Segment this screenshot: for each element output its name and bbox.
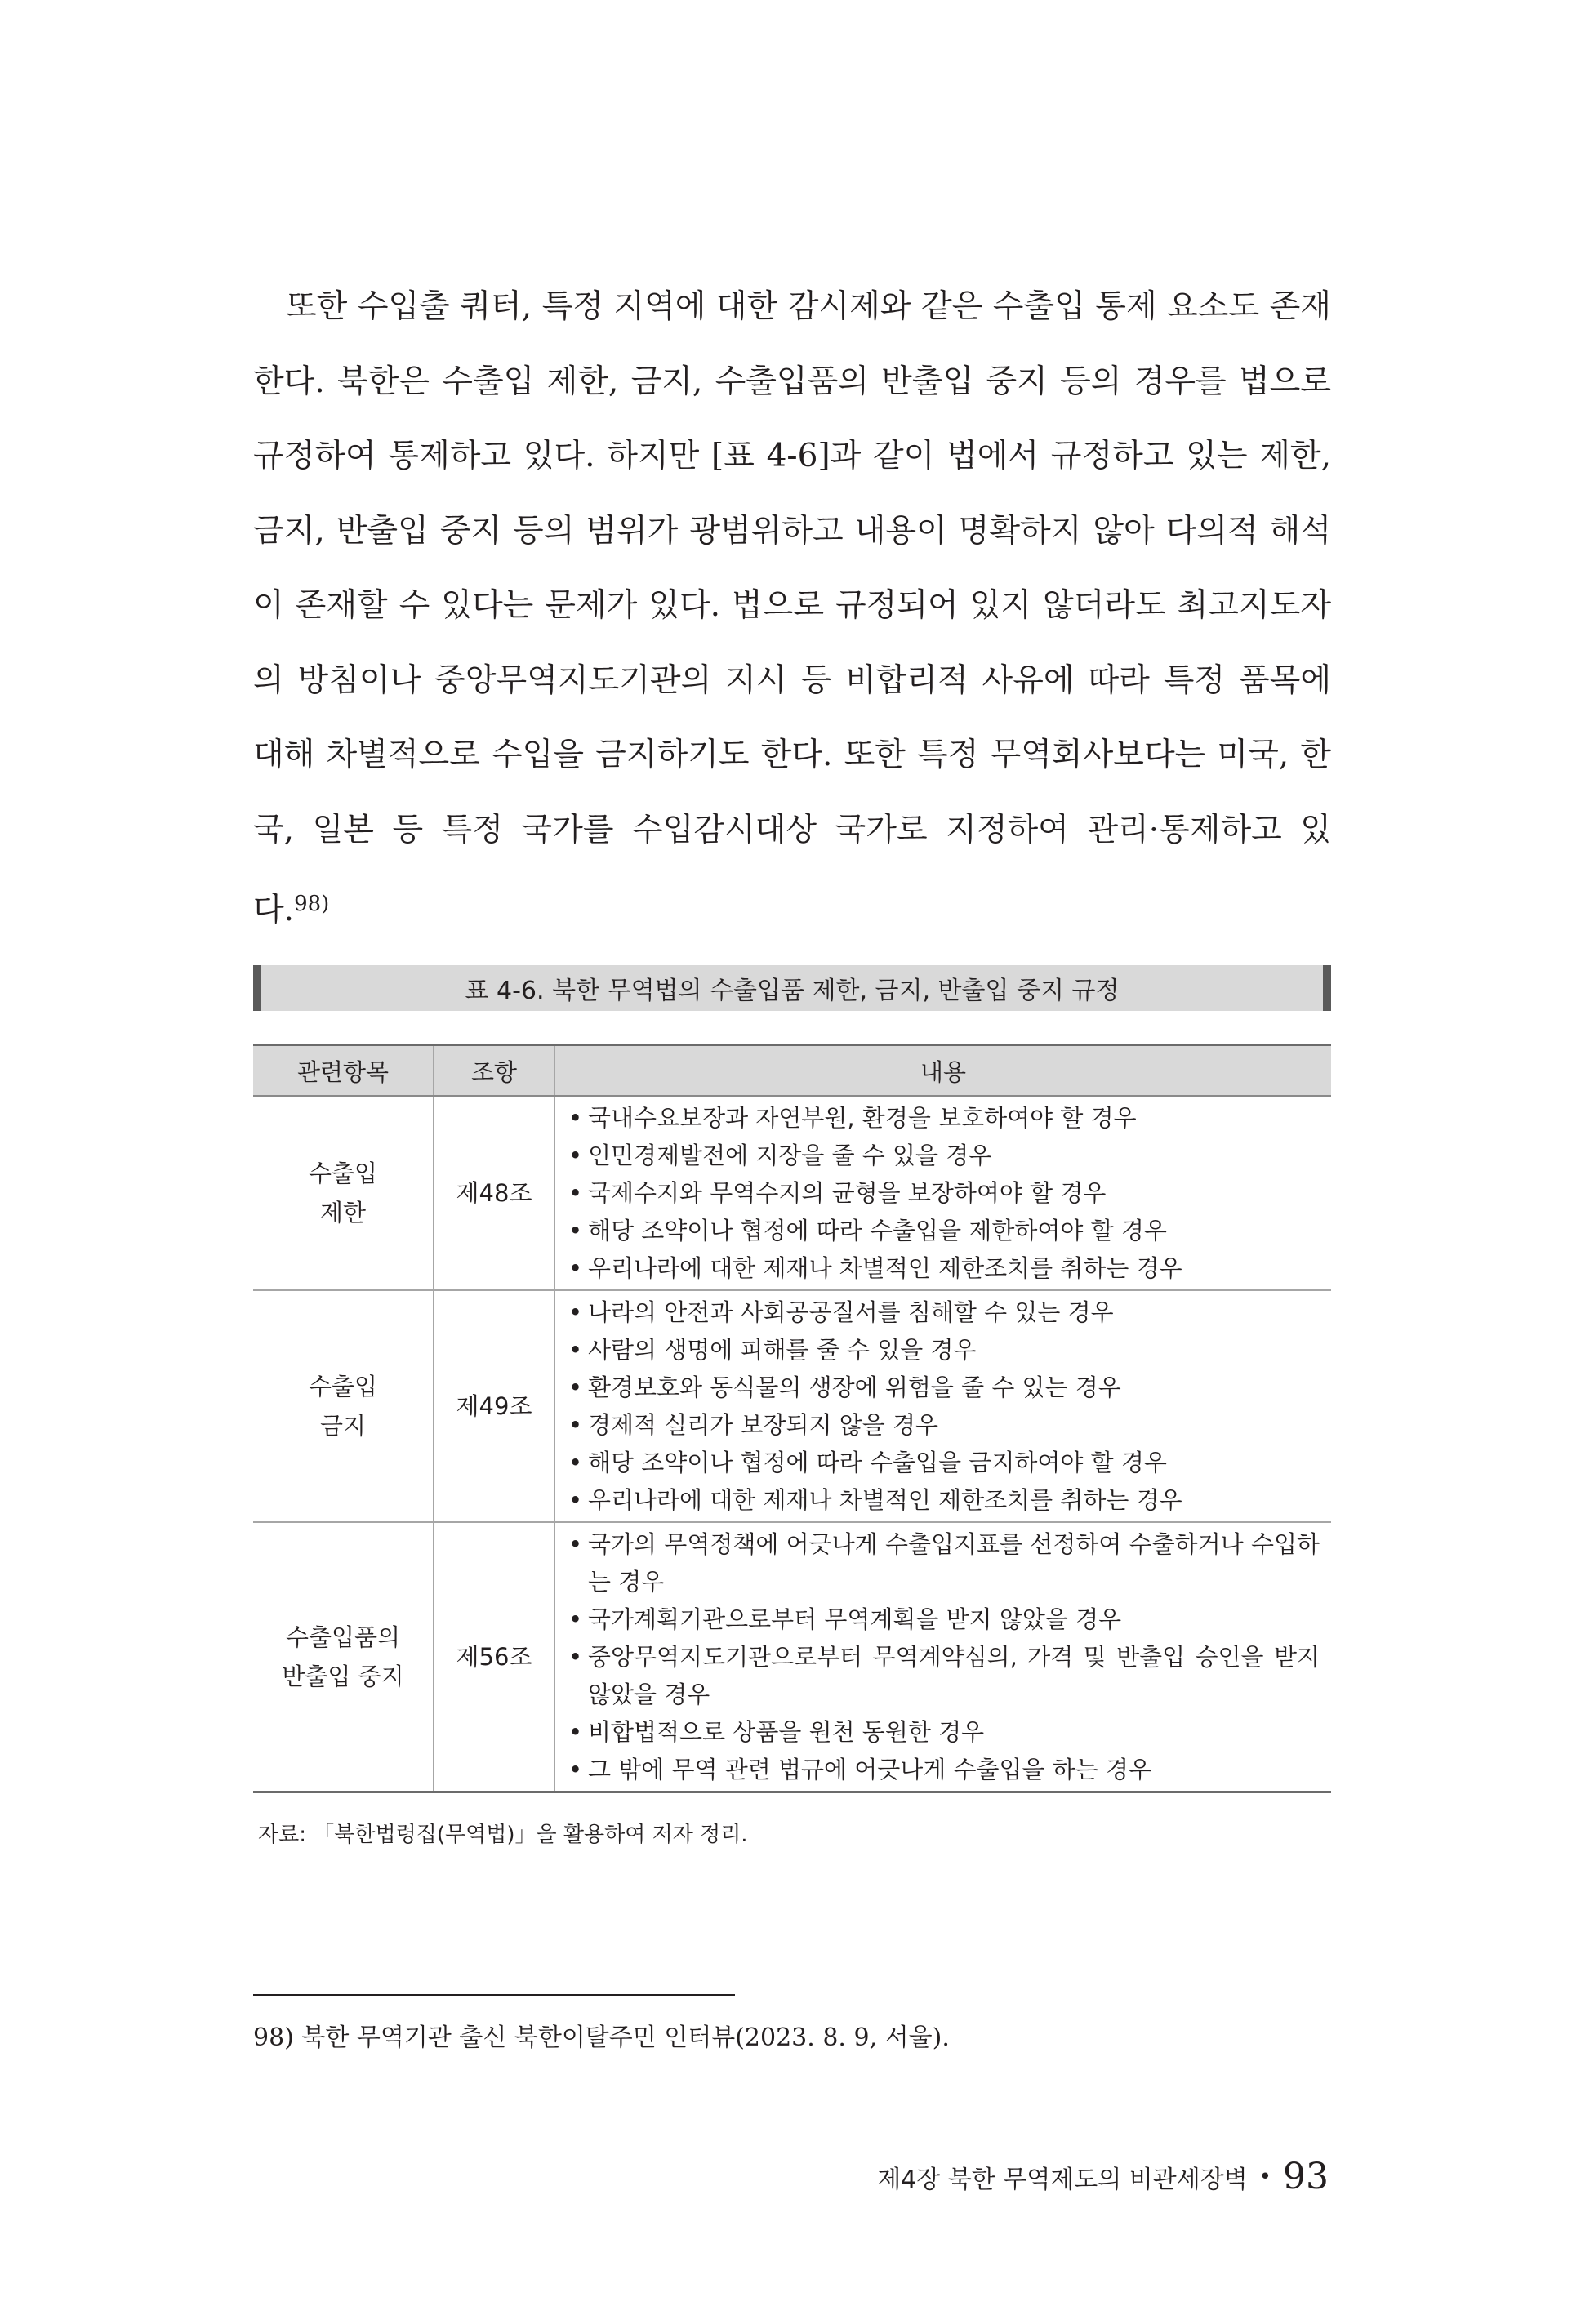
content-list (565, 1293, 1320, 1519)
item-name-line: 수출입 (308, 1373, 378, 1400)
body-paragraph (253, 269, 1331, 948)
item-cell (253, 1290, 434, 1522)
content-item: • 인민경제발전에 지장을 줄 수 있을 경우 (565, 1137, 1320, 1174)
table-row (253, 1096, 1331, 1290)
content-item: • 국내수요보장과 자연부원, 환경을 보호하여야 할 경우 (565, 1099, 1320, 1137)
item-cell (253, 1096, 434, 1290)
table-header-row (253, 1045, 1331, 1097)
footnote-divider (253, 1994, 735, 1996)
table-title-bar (253, 965, 1331, 1011)
content-cell (554, 1290, 1331, 1522)
content-item: • 국가계획기관으로부터 무역계획을 받지 않았을 경우 (565, 1601, 1320, 1638)
article-cell: 제56조 (434, 1522, 554, 1792)
content-list (565, 1099, 1320, 1287)
content-item: • 우리나라에 대한 제재나 차별적인 제한조치를 취하는 경우 (565, 1249, 1320, 1287)
content-item: • 환경보호와 동식물의 생장에 위험을 줄 수 있는 경우 (565, 1369, 1320, 1406)
content-item: • 국가의 무역정책에 어긋나게 수출입지표를 선정하여 수출하거나 수입하는 경우 (565, 1525, 1320, 1601)
table-row (253, 1290, 1331, 1522)
content-cell (554, 1096, 1331, 1290)
item-name-line: 수출입 (308, 1160, 378, 1187)
article-cell: 제48조 (434, 1096, 554, 1290)
page-footer (877, 2156, 1329, 2197)
footnote-reference: 98) (294, 892, 330, 916)
item-name-line: 반출입 중지 (282, 1663, 404, 1690)
content-item: • 경제적 실리가 보장되지 않을 경우 (565, 1406, 1320, 1444)
content-item: • 국제수지와 무역수지의 균형을 보장하여야 할 경우 (565, 1174, 1320, 1212)
regulations-table (253, 1044, 1331, 1793)
item-name-line: 제한 (319, 1199, 367, 1227)
table-title: 표 4-6. 북한 무역법의 수출입품 제한, 금지, 반출입 중지 규정 (465, 977, 1120, 1005)
content-item: • 해당 조약이나 협정에 따라 수출입을 금지하여야 할 경우 (565, 1444, 1320, 1481)
footnote: 98) 북한 무역기관 출신 북한이탈주민 인터뷰(2023. 8. 9, 서울). (253, 2023, 950, 2052)
content-list (565, 1525, 1320, 1788)
content-cell (554, 1522, 1331, 1792)
item-cell (253, 1522, 434, 1792)
content-item: • 비합법적으로 상품을 원천 동원한 경우 (565, 1713, 1320, 1751)
content-item: • 사람의 생명에 피해를 줄 수 있을 경우 (565, 1331, 1320, 1369)
content-item: • 해당 조약이나 협정에 따라 수출입을 제한하여야 할 경우 (565, 1212, 1320, 1249)
item-name-line: 수출입품의 (285, 1623, 401, 1651)
table-source-note: 자료: 「북한법령집(무역법)」을 활용하여 저자 정리. (258, 1823, 748, 1847)
page-number: 93 (1283, 2156, 1329, 2197)
article-cell: 제49조 (434, 1290, 554, 1522)
content-item: • 우리나라에 대한 제재나 차별적인 제한조치를 취하는 경우 (565, 1481, 1320, 1519)
header-article: 조항 (434, 1045, 554, 1097)
content-item: • 나라의 안전과 사회공공질서를 침해할 수 있는 경우 (565, 1293, 1320, 1331)
content-item: • 중앙무역지도기관으로부터 무역계약심의, 가격 및 반출입 승인을 받지 않았을 경우 (565, 1638, 1320, 1713)
header-related-item: 관련항목 (253, 1045, 434, 1097)
content-item: • 그 밖에 무역 관련 법규에 어긋나게 수출입을 하는 경우 (565, 1751, 1320, 1788)
table-row (253, 1522, 1331, 1792)
item-name-line: 금지 (319, 1412, 367, 1440)
body-paragraph-text: 또한 수입출 쿼터, 특정 지역에 대한 감시제와 같은 수출입 통제 요소도 존재한다. 북한은 수출입 제한, 금지, 수출입품의 반출입 중지 등의 경우를 법으로 규정하여 통제하고 있다. 하지만 [표 4-6]과 같이 법에서 규정하고 있는 제한, 금지, 반출입 중지 등의 범위가 광범위하고 내용이 명확하지 않아 다의적 해석이 존재할 수 있다는 문제가 있다. 법으로 규정되어 있지 않더라도 최고지도자의 방침이나 중앙무역지도기관의 지시 등 비합리적 사유에 따라 특정 품목에 대해 차별적으로 수입을 금지하기도 한다. 또한 특정 무역회사보다는 미국, 한국, 일본 등 특정 국가를 수입감시대상 국가로 지정하여 관리·통제하고 있다. (253, 288, 1331, 928)
header-content: 내용 (554, 1045, 1331, 1097)
chapter-label: 제4장 북한 무역제도의 비관세장벽 (877, 2165, 1248, 2194)
footer-separator: • (1258, 2164, 1271, 2189)
